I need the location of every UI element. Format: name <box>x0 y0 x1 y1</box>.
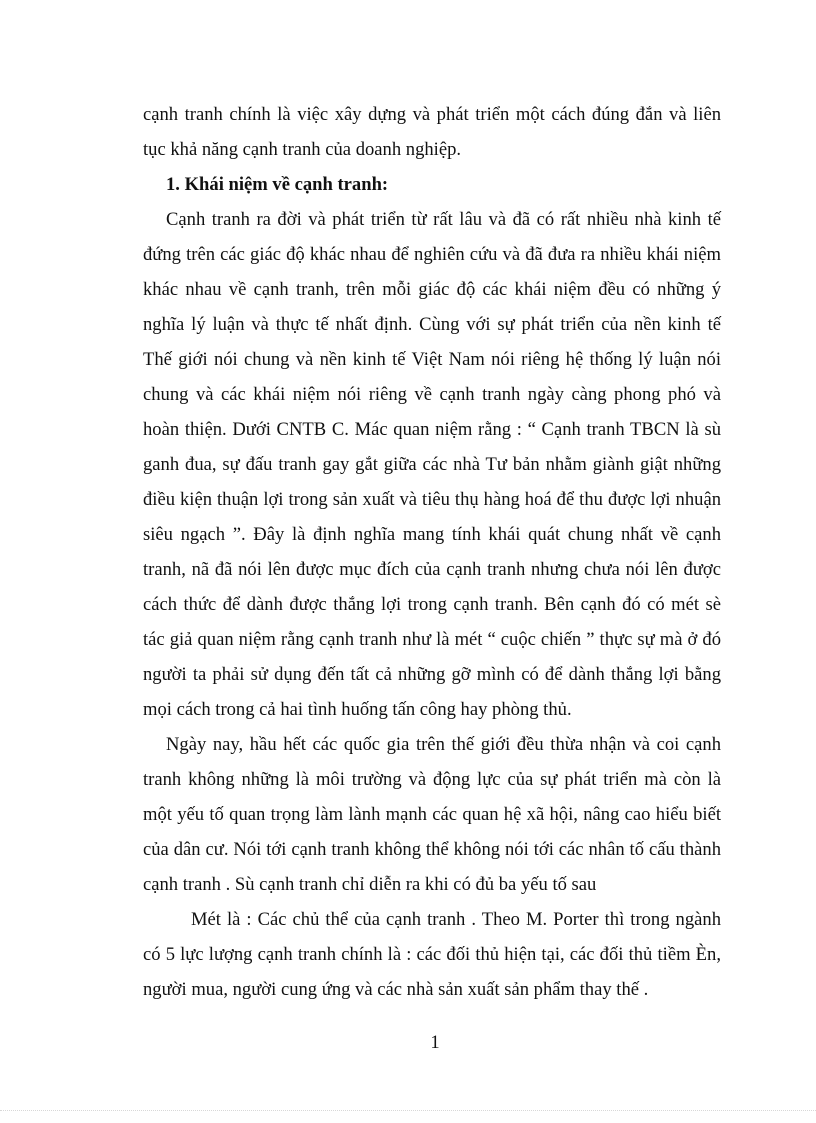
text-line: tục khả năng cạnh tranh của doanh nghiệp. <box>143 139 462 160</box>
text-line: điều kiện thuận lợi trong sản xuất và tiêu thụ hàng hoá để thu được lợi nhuận <box>143 489 721 510</box>
text-line: tác giả quan niệm rằng cạnh tranh như là mét “ cuộc chiến ” thực sự mà ở đó <box>143 629 721 650</box>
page-bottom-divider <box>0 1110 816 1111</box>
paragraph-first-line: Cạnh tranh ra đời và phát triển từ rất lâu và đã có rất nhiều nhà kinh tế <box>166 209 721 230</box>
text-line: có 5 lực lượng cạnh tranh chính là : các đối thủ hiện tại, các đối thủ tiềm Èn, <box>143 944 721 965</box>
text-line: hoàn thiện. Dưới CNTB C. Mác quan niệm rằng : “ Cạnh tranh TBCN là sù <box>143 419 721 440</box>
text-line: khác nhau về cạnh tranh, trên mỗi giác độ các khái niệm đều có những ý <box>143 279 721 300</box>
section-heading: 1. Khái niệm về cạnh tranh: <box>166 174 389 195</box>
text-line: chung và các khái niệm nói riêng về cạnh tranh ngày càng phong phó và <box>143 384 721 405</box>
text-line: một yếu tố quan trọng làm lành mạnh các quan hệ xã hội, nâng cao hiểu biết <box>143 804 721 825</box>
text-line: ganh đua, sự đấu tranh gay gắt giữa các nhà Tư bản nhằm giành giật những <box>143 454 721 475</box>
text-line: của dân cư. Nói tới cạnh tranh không thể không nói tới các nhân tố cấu thành <box>143 839 721 860</box>
text-line: siêu ngạch ”. Đây là định nghĩa mang tính khái quát chung nhất về cạnh <box>143 524 721 545</box>
text-line: tranh, nã đã nói lên được mục đích của cạnh tranh nhưng chưa nói lên được <box>143 559 721 580</box>
text-line: tranh không những là môi trường và động lực của sự phát triển mà còn là <box>143 769 721 790</box>
page-number: 1 <box>430 1032 440 1053</box>
text-line: cách thức để dành được thắng lợi trong cạnh tranh. Bên cạnh đó có mét sè <box>143 594 721 615</box>
paragraph-first-line: Mét là : Các chủ thể của cạnh tranh . Theo M. Porter thì trong ngành <box>191 909 721 930</box>
paragraph-first-line: Ngày nay, hầu hết các quốc gia trên thế giới đều thừa nhận và coi cạnh <box>166 734 721 755</box>
text-line: người mua, người cung ứng và các nhà sản xuất sản phẩm thay thế . <box>143 979 649 1000</box>
text-line: cạnh tranh . Sù cạnh tranh chỉ diễn ra khi có đủ ba yếu tố sau <box>143 874 597 895</box>
text-line: nghĩa lý luận và thực tế nhất định. Cùng với sự phát triển của nền kinh tế <box>143 314 721 335</box>
text-line: đứng trên các giác độ khác nhau để nghiên cứu và đã đưa ra nhiều khái niệm <box>143 244 721 265</box>
text-line: người ta phải sử dụng đến tất cả những gỡ mình có để dành thắng lợi bằng <box>143 664 721 685</box>
text-line: mọi cách trong cả hai tình huống tấn công hay phòng thủ. <box>143 699 572 720</box>
text-line: cạnh tranh chính là việc xây dựng và phát triển một cách đúng đắn và liên <box>143 104 721 125</box>
text-line: Thế giới nói chung và nền kinh tế Việt Nam nói riêng hệ thống lý luận nói <box>143 349 721 370</box>
